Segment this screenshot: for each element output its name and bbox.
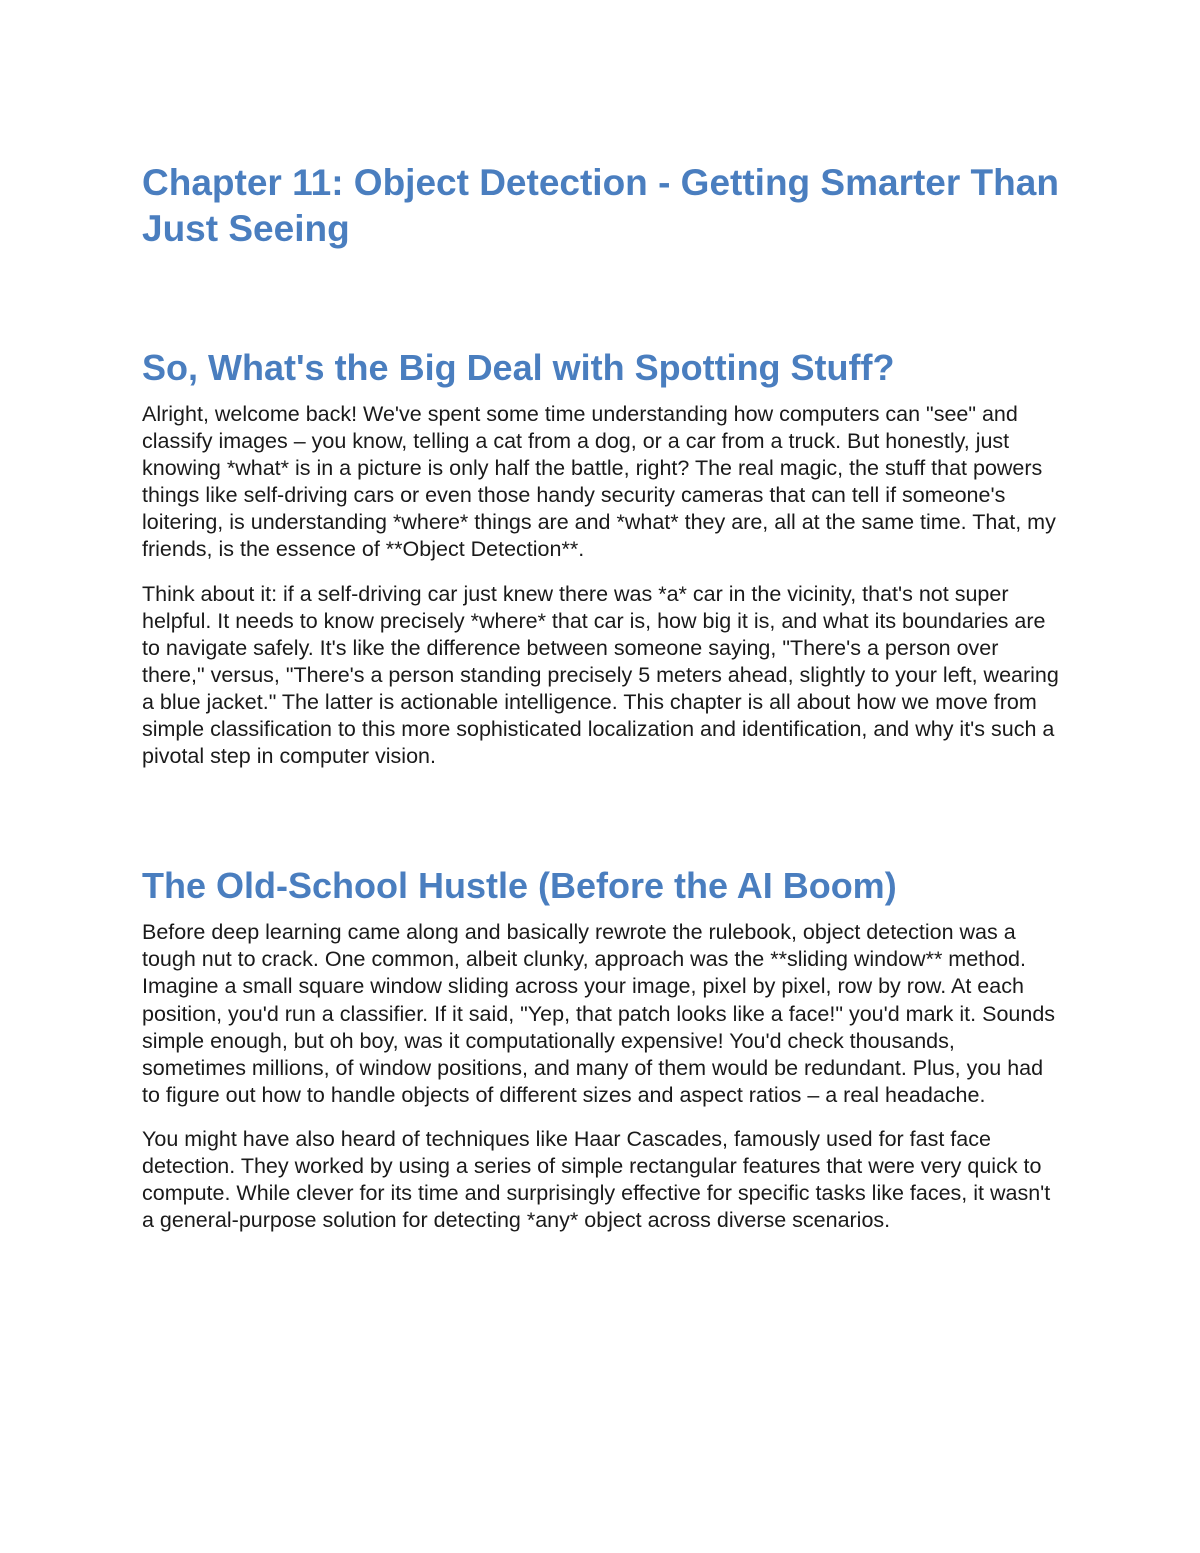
chapter-title: Chapter 11: Object Detection - Getting Smarter Than Just Seeing bbox=[142, 162, 1059, 249]
paragraph-haar-cascades: You might have also heard of techniques like Haar Cascades, famously used for fast face detection. They worked by using a series of simple rectangular features that were very quick to compute. While clever for its time and surprisingly effective for specific tasks like faces, it wasn't a general-purpose solution for detecting *any* object across diverse scenarios. bbox=[142, 1126, 1051, 1233]
paragraph-think-about-it: Think about it: if a self-driving car just knew there was *a* car in the vicinity, that's not super helpful. It needs to know precisely *where* that car is, how big it is, and what its boundaries are to navigate safely. It's like the difference between someone saying, "There's a person over there," versus, "There's a person standing precisely 5 meters ahead, slightly to your left, wearing a blue jacket." The latter is actionable intelligence. This chapter is all about how we move from simple classification to this more sophisticated localization and identification, and why it's such a pivotal step in computer vision. bbox=[142, 581, 1059, 769]
document-page bbox=[142, 160, 1062, 1234]
section-heading-big-deal: So, What's the Big Deal with Spotting Stuff? bbox=[142, 347, 895, 388]
section-heading-old-school: The Old-School Hustle (Before the AI Boom) bbox=[142, 865, 897, 907]
paragraph-sliding-window: Before deep learning came along and basically rewrote the rulebook, object detection was a tough nut to crack. One common, albeit clunky, approach was the **sliding window** method. Imagine a small square window sliding across your image, pixel by pixel, row by row. At each position, you'd run a classifier. If it said, "Yep, that patch looks like a face!" you'd mark it. Sounds simple enough, but oh boy, was it computationally expensive! You'd check thousands, sometimes millions, of window positions, and many of them would be redundant. Plus, you had to figure out how to handle objects of different sizes and aspect ratios – a real headache. bbox=[142, 920, 1056, 1107]
paragraph-intro: Alright, welcome back! We've spent some time understanding how computers can "see" and classify images – you know, telling a cat from a dog, or a car from a truck. But honestly, just knowing *what* is in a picture is only half the battle, right? The real magic, the stuff that powers things like self-driving cars or even those handy security cameras that can tell if someone's loitering, is understanding *where* things are and *what* they are, all at the same time. That, my friends, is the essence of **Object Detection**. bbox=[142, 402, 1056, 562]
